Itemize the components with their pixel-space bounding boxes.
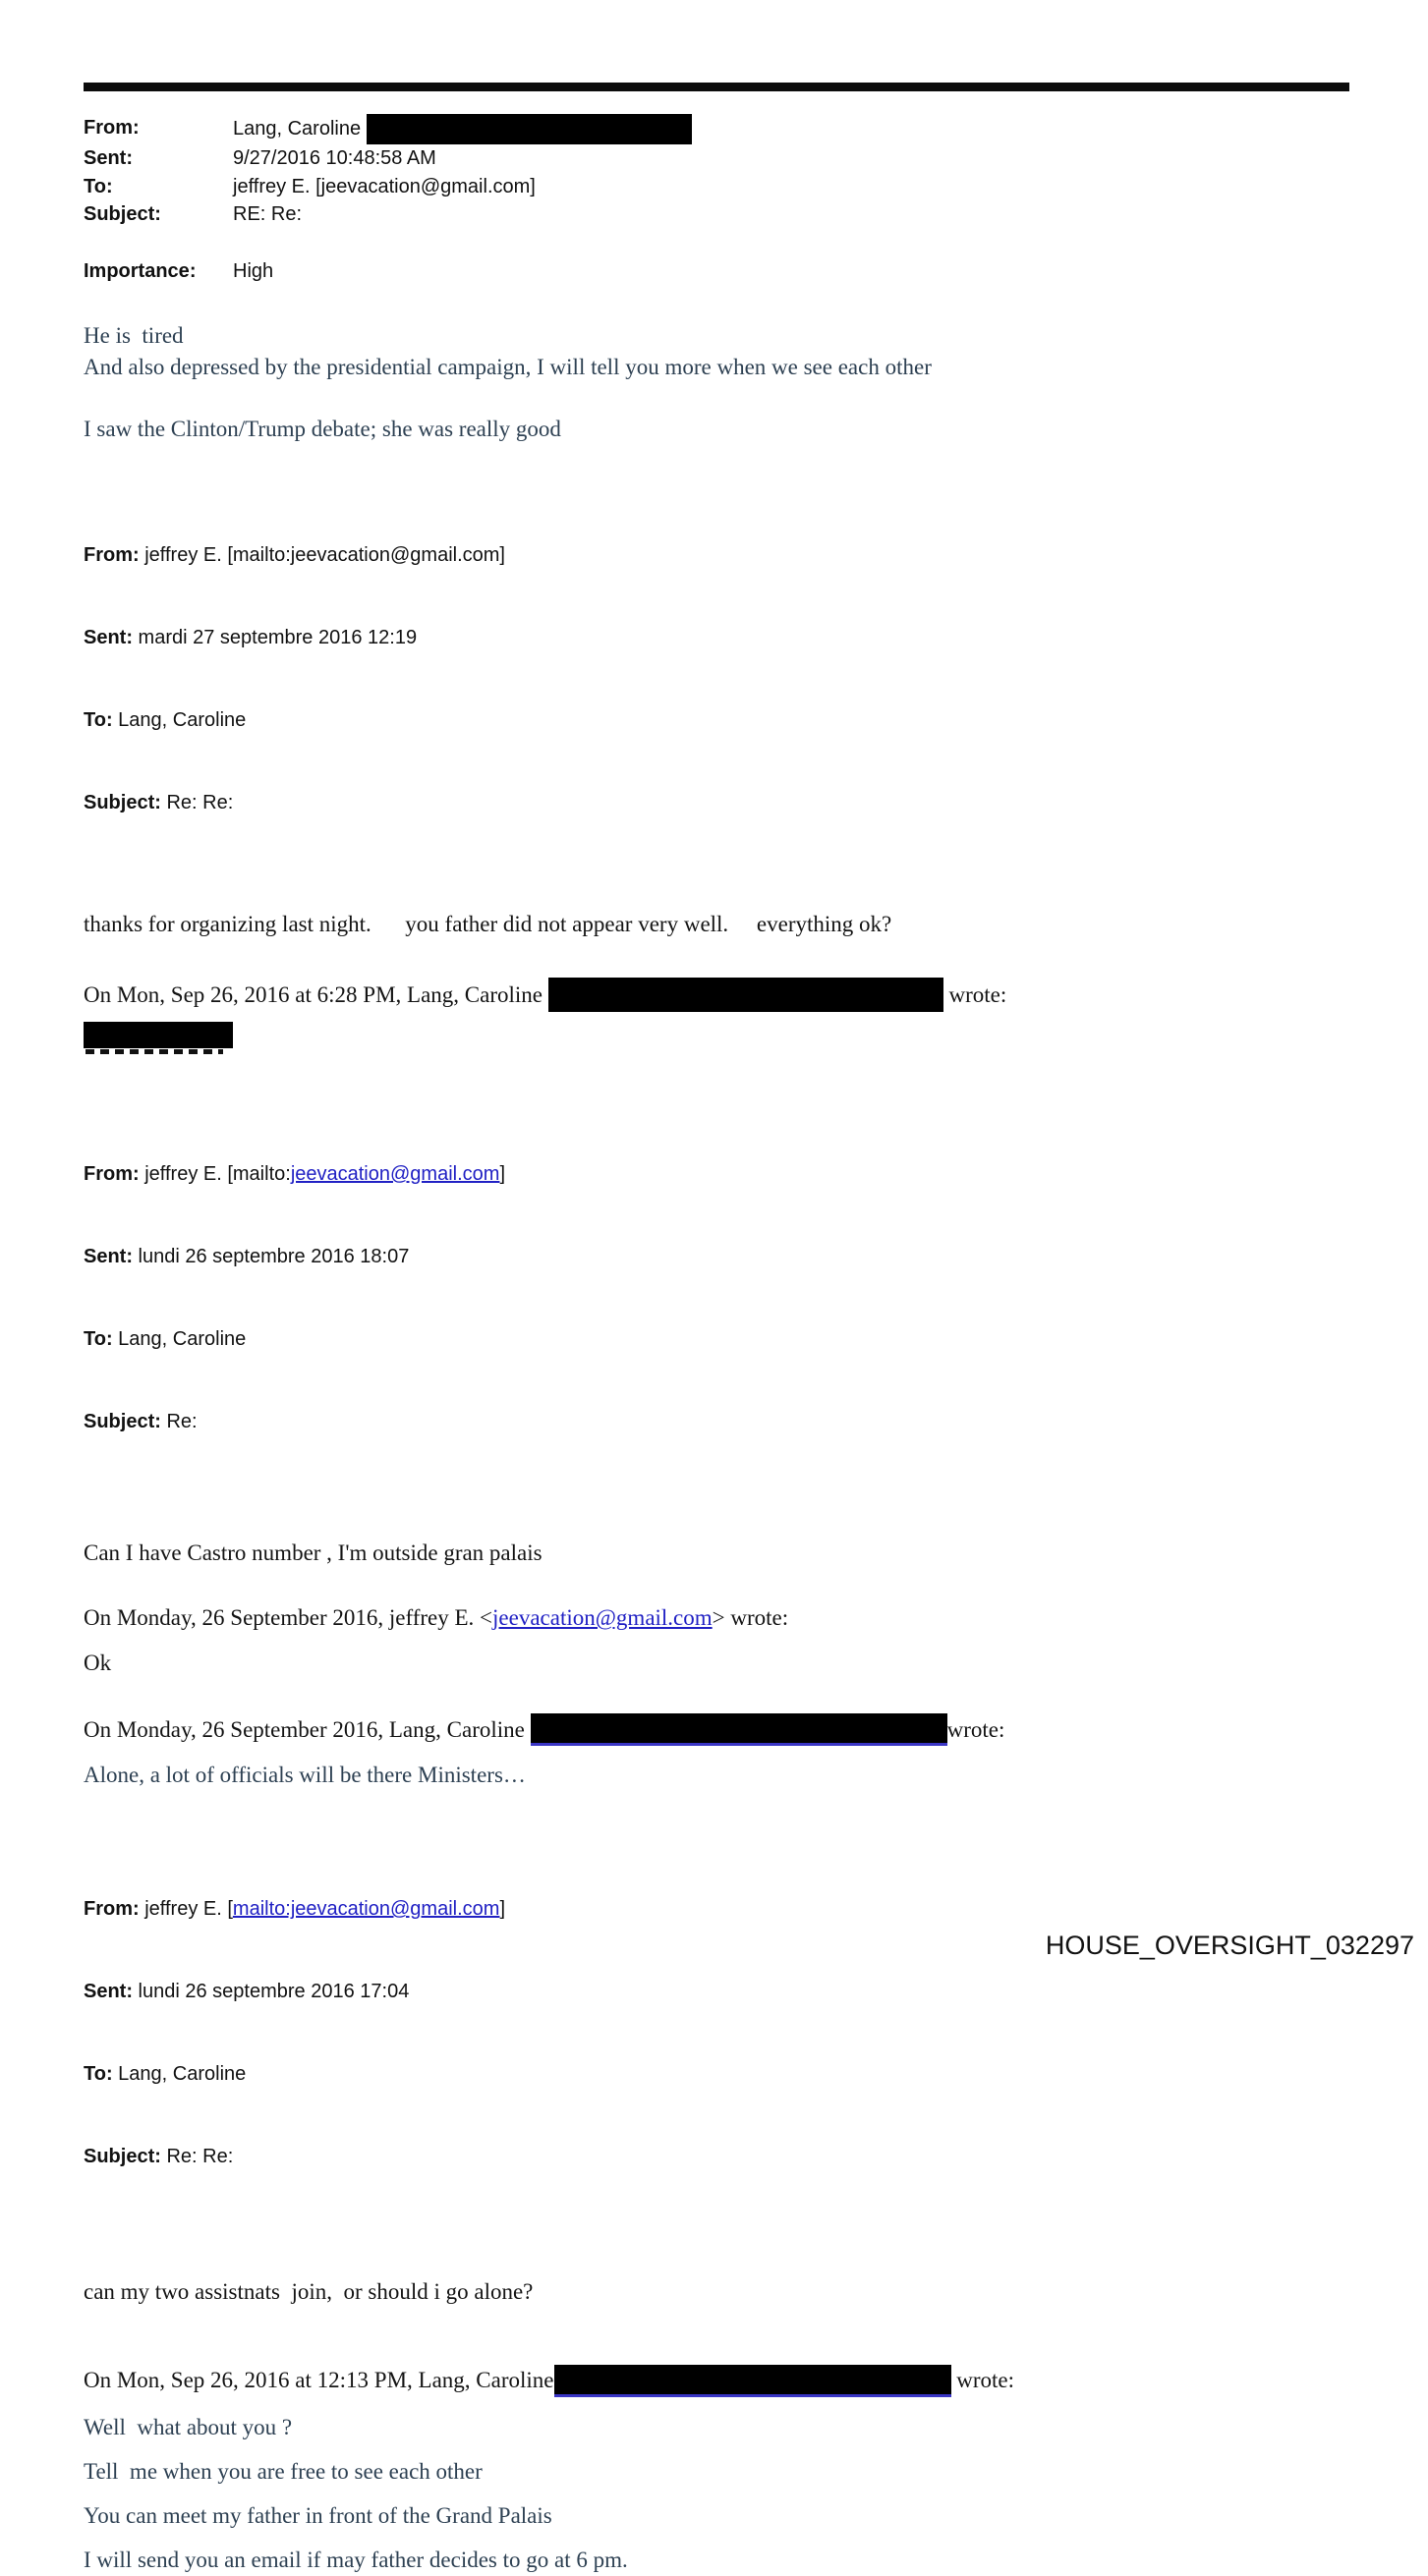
redaction-bar bbox=[548, 978, 943, 1012]
quote1-subject-value: Re: Re: bbox=[160, 792, 234, 813]
to-value: jeffrey E. [jeevacation@gmail.com] bbox=[233, 175, 536, 197]
from-label-text: From bbox=[84, 117, 133, 139]
quote1-from-label: From: bbox=[84, 544, 140, 566]
subject-label-text: Subject bbox=[84, 203, 155, 225]
redaction-bar bbox=[367, 114, 692, 144]
quote1-body: thanks for organizing last night. you father did not appear very well. everything ok? bbox=[84, 912, 892, 936]
quote2-attribution-2 bbox=[84, 1714, 1351, 1748]
quote2-attr2-prefix: On Monday, 26 September 2016, Lang, Caroline bbox=[84, 1717, 531, 1743]
quote2-sent bbox=[84, 1243, 1351, 1270]
redaction-bar bbox=[84, 1022, 233, 1048]
redaction-small-block bbox=[84, 1022, 233, 1054]
quote3-attribution bbox=[84, 2365, 1351, 2398]
quote1-subject bbox=[84, 789, 1351, 816]
reply-line-2: And also depressed by the presidential campaign, I will tell you more when we see each other bbox=[84, 355, 932, 379]
quote1-header bbox=[84, 486, 1351, 871]
email-link[interactable]: mailto:jeevacation@gmail.com bbox=[232, 1898, 500, 1921]
header-row-sent bbox=[84, 144, 1351, 173]
quote3-to bbox=[84, 2060, 1351, 2088]
quote3-subject-value: Re: Re: bbox=[160, 2146, 234, 2168]
quote1-from bbox=[84, 541, 1351, 569]
quote1-from-value: jeffrey E. [mailto:jeevacation@gmail.com] bbox=[139, 544, 505, 566]
to-label: To: bbox=[84, 175, 113, 197]
quote1-to bbox=[84, 706, 1351, 734]
subject-label: Subject: bbox=[84, 203, 161, 225]
quote2-attr2-suffix: wrote: bbox=[946, 1717, 1005, 1743]
quote2-reply-alone: Alone, a lot of officials will be there Ministers… bbox=[84, 1763, 526, 1788]
quote3-to-label: To: bbox=[84, 2063, 113, 2086]
quote2-reply-ok: Ok bbox=[84, 1651, 112, 1676]
quote3-subject-label: Subject: bbox=[84, 2146, 161, 2168]
quote3-reply-4: I will send you an email if may father decides to go at 6 pm. bbox=[84, 2547, 628, 2572]
quote3-from-prefix: jeffrey E. [ bbox=[139, 1898, 233, 1921]
email-link[interactable]: jeevacation@gmail.com bbox=[290, 1163, 500, 1186]
quote3-subject bbox=[84, 2143, 1351, 2170]
quote2-attribution-1 bbox=[84, 1602, 1351, 1634]
quote1-sent bbox=[84, 624, 1351, 651]
from-colon: : bbox=[133, 117, 140, 139]
quote2-attr1-suffix: > wrote: bbox=[712, 1605, 789, 1631]
top-rule bbox=[84, 83, 1349, 91]
quote3-body: can my two assistnats join, or should i go alone? bbox=[84, 2279, 534, 2305]
quote2-to-label: To: bbox=[84, 1328, 113, 1351]
quote3-sent bbox=[84, 1978, 1351, 2005]
sent-label: Sent: bbox=[84, 147, 134, 169]
quote2-from-suffix: ] bbox=[499, 1163, 505, 1186]
sent-value: 9/27/2016 10:48:58 AM bbox=[233, 147, 436, 169]
quote2-sent-label: Sent: bbox=[84, 1246, 133, 1268]
quote2-attr1-prefix: On Monday, 26 September 2016, jeffrey E. < bbox=[84, 1605, 493, 1631]
quote1-subject-label: Subject: bbox=[84, 792, 161, 813]
header-row-subject bbox=[84, 200, 1351, 229]
reply-line-3: I saw the Clinton/Trump debate; she was really good bbox=[84, 417, 561, 441]
quote1-attribution-prefix: On Mon, Sep 26, 2016 at 6:28 PM, Lang, Caroline bbox=[84, 982, 548, 1007]
quote3-reply-3: You can meet my father in front of the Grand Palais bbox=[84, 2502, 552, 2528]
quote3-attribution-suffix: wrote: bbox=[950, 2368, 1015, 2393]
quote2-body: Can I have Castro number , I'm outside gran palais bbox=[84, 1540, 543, 1566]
quote3-sent-value: lundi 26 septembre 2016 17:04 bbox=[133, 1981, 410, 2003]
quote2-sent-value: lundi 26 septembre 2016 18:07 bbox=[133, 1246, 410, 1268]
quote2-subject-label: Subject: bbox=[84, 1411, 161, 1433]
quote3-from bbox=[84, 1895, 1351, 1923]
quote1-attribution bbox=[84, 980, 1351, 1014]
quote1-sent-value: mardi 27 septembre 2016 12:19 bbox=[133, 627, 418, 648]
bates-stamp: HOUSE_OVERSIGHT_032297 bbox=[1045, 1931, 1414, 1960]
quote1-attribution-suffix: wrote: bbox=[942, 982, 1007, 1007]
quote2-header bbox=[84, 1105, 1351, 1490]
quote2-subject bbox=[84, 1408, 1351, 1435]
quote3-to-value: Lang, Caroline bbox=[112, 2063, 247, 2086]
quote2-to-value: Lang, Caroline bbox=[112, 1328, 247, 1351]
reply-line-1: He is tired bbox=[84, 323, 184, 348]
quote2-from bbox=[84, 1160, 1351, 1188]
from-value-text: Lang, Caroline bbox=[233, 117, 367, 140]
redaction-bar bbox=[554, 2365, 951, 2397]
quote3-reply-2: Tell me when you are free to see each other bbox=[84, 2458, 483, 2484]
quote1-to-label: To: bbox=[84, 709, 113, 731]
quote1-to-value: Lang, Caroline bbox=[112, 709, 247, 731]
redaction-bar bbox=[531, 1713, 947, 1746]
header-row-importance bbox=[84, 257, 1351, 286]
quote3-from-label: From: bbox=[84, 1898, 140, 1921]
quote2-from-prefix: jeffrey E. [mailto: bbox=[139, 1163, 291, 1186]
quote3-from-suffix: ] bbox=[499, 1898, 505, 1921]
to-label-text: To bbox=[84, 175, 106, 197]
importance-label-text: Importance bbox=[84, 259, 190, 282]
quote3-header bbox=[84, 1840, 1351, 2225]
sent-label-text: Sent bbox=[84, 147, 127, 169]
importance-label: Importance: bbox=[84, 259, 197, 282]
quote3-sent-label: Sent: bbox=[84, 1981, 133, 2003]
email-content bbox=[84, 114, 1351, 2576]
from-value bbox=[233, 114, 692, 144]
quote3-reply-1: Well what about you ? bbox=[84, 2414, 293, 2439]
quote2-subject-value: Re: bbox=[160, 1411, 198, 1433]
quote2-to bbox=[84, 1325, 1351, 1353]
importance-value: High bbox=[233, 259, 274, 282]
header-row-from bbox=[84, 114, 1351, 144]
quote1-sent-label: Sent: bbox=[84, 627, 133, 648]
subject-value: RE: Re: bbox=[233, 203, 303, 225]
redaction-residue bbox=[86, 1049, 223, 1054]
from-label bbox=[84, 114, 233, 142]
document-page bbox=[0, 83, 1428, 2572]
email-header bbox=[84, 114, 1351, 285]
email-link[interactable]: jeevacation@gmail.com bbox=[492, 1605, 713, 1631]
header-row-to bbox=[84, 173, 1351, 201]
quote3-attribution-prefix: On Mon, Sep 26, 2016 at 12:13 PM, Lang, Caroline bbox=[84, 2368, 554, 2393]
quote2-from-label: From: bbox=[84, 1163, 140, 1186]
